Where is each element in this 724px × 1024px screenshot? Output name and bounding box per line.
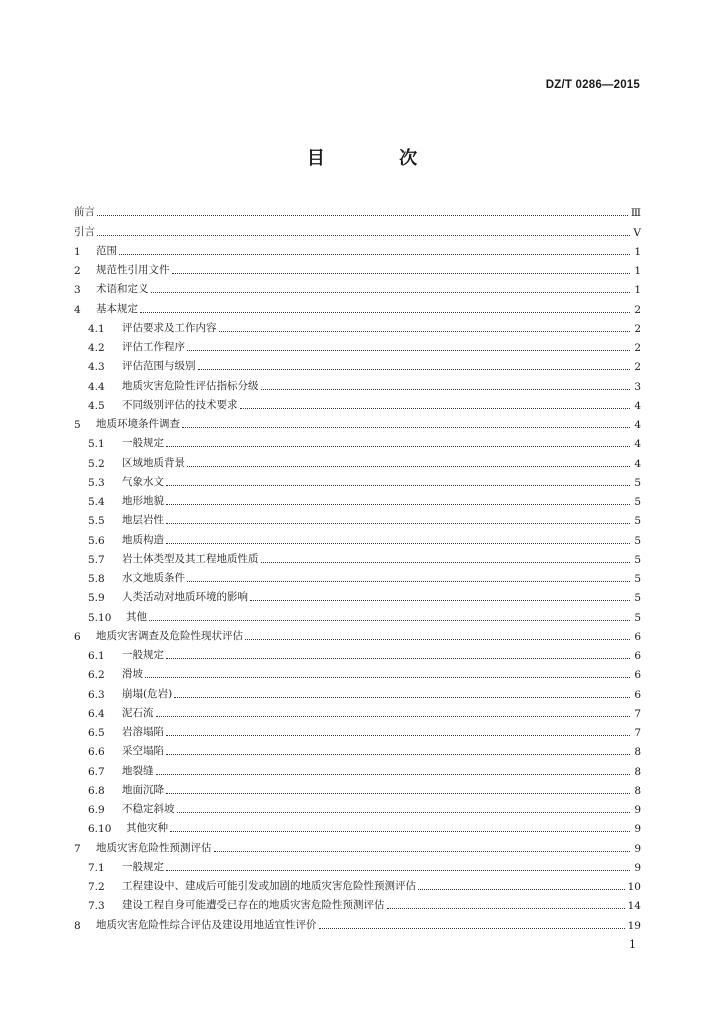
toc-entry[interactable] — [74, 277, 641, 296]
toc-entry-title: 地层岩性 — [122, 514, 164, 527]
toc-entry-page: 5 — [634, 515, 641, 528]
toc-entry-title: 区域地质背景 — [122, 456, 185, 469]
toc-entry-number: 5.3 — [88, 476, 105, 489]
toc-entry[interactable] — [74, 431, 641, 450]
toc-entry[interactable] — [74, 450, 641, 469]
toc-entry-page: 2 — [634, 303, 641, 316]
toc-entry-page: 3 — [634, 380, 641, 393]
toc-entry-page: 8 — [634, 746, 641, 759]
toc-entry[interactable] — [74, 797, 641, 816]
toc-entry-page: 5 — [634, 534, 641, 547]
toc-entry-title: 岩土体类型及其工程地质性质 — [122, 552, 259, 565]
toc-entry-number: 6.4 — [88, 707, 105, 720]
toc-entry[interactable] — [74, 239, 641, 258]
toc-entry-title: 一般规定 — [122, 860, 164, 873]
toc-entry-title: 采空塌陷 — [122, 745, 164, 758]
toc-entry-title: 地质灾害调查及危险性现状评估 — [96, 629, 243, 642]
toc-leader-dots — [156, 773, 631, 775]
toc-entry-number: 6 — [74, 630, 81, 643]
toc-leader-dots — [166, 484, 630, 486]
toc-entry[interactable] — [74, 373, 641, 392]
toc-entry-number: 7.3 — [88, 900, 105, 913]
toc-entry[interactable] — [74, 258, 641, 277]
toc-entry-number: 6.8 — [88, 784, 105, 797]
toc-entry-number: 4.5 — [88, 399, 105, 412]
toc-entry[interactable] — [74, 354, 641, 373]
toc-leader-dots — [250, 599, 630, 601]
toc-entry[interactable] — [74, 893, 641, 912]
toc-leader-dots — [156, 715, 631, 717]
toc-entry-title: 地形地貌 — [122, 495, 164, 507]
toc-entry-number: 4 — [74, 303, 81, 316]
toc-entry-page: 6 — [634, 688, 641, 701]
toc-leader-dots — [177, 811, 631, 813]
toc-entry-title: 地裂缝 — [122, 764, 154, 777]
toc-entry-number: 5.4 — [88, 496, 105, 508]
toc-entry-title: 地质灾害危险性综合评估及建设用地适宜性评价 — [96, 918, 317, 931]
toc-entry[interactable] — [74, 489, 641, 508]
toc-leader-dots — [151, 291, 631, 293]
toc-leader-dots — [166, 522, 630, 524]
toc-entry-page: 6 — [634, 630, 641, 643]
toc-leader-dots — [97, 234, 630, 236]
toc-leader-dots — [187, 349, 630, 351]
toc-leader-dots — [245, 638, 630, 640]
toc-entry-number: 6.3 — [88, 688, 105, 701]
toc-leader-dots — [166, 869, 630, 871]
toc-heading: 目 次 — [306, 148, 452, 169]
toc-entry-title: 工程建设中、建成后可能引发或加剧的地质灾害危险性预测评估 — [122, 880, 416, 892]
toc-leader-dots — [418, 888, 625, 890]
toc-entry-number: 1 — [74, 245, 81, 258]
toc-leader-dots — [166, 657, 630, 659]
toc-entry-page: 7 — [634, 727, 641, 739]
page-number: 1 — [629, 938, 636, 951]
toc-entry[interactable] — [74, 681, 641, 700]
toc-entry-number: 7.2 — [88, 881, 105, 893]
toc-entry-page: Ⅲ — [630, 207, 641, 220]
toc-entry-number: 4.3 — [88, 361, 105, 374]
toc-entry-title: 评估工作程序 — [122, 341, 185, 353]
toc-entry-number: 4.1 — [88, 322, 105, 335]
toc-entry-title: 规范性引用文件 — [96, 264, 170, 276]
toc-entry-page: 5 — [634, 553, 641, 566]
toc-entry[interactable] — [74, 855, 641, 874]
toc-entry[interactable] — [74, 835, 641, 854]
toc-entry-page: 1 — [634, 245, 641, 258]
toc-leader-dots — [198, 368, 631, 370]
toc-leader-dots — [166, 503, 630, 505]
toc-entry[interactable] — [74, 296, 641, 315]
toc-entry[interactable] — [74, 624, 641, 643]
toc-entry-title: 前言 — [74, 206, 95, 219]
toc-entry-number: 4.4 — [88, 380, 105, 393]
toc-leader-dots — [261, 561, 631, 563]
toc-entry-page: 9 — [634, 823, 641, 836]
toc-leader-dots — [140, 311, 630, 313]
toc-entry-number: 5.2 — [88, 457, 105, 470]
toc-entry[interactable] — [74, 643, 641, 662]
toc-leader-dots — [187, 465, 630, 467]
toc-leader-dots — [214, 850, 631, 852]
toc-entry-page: 6 — [634, 650, 641, 662]
toc-entry[interactable] — [74, 316, 641, 335]
toc-leader-dots — [174, 696, 630, 698]
toc-entry-number: 7 — [74, 842, 81, 855]
toc-entry-page: 5 — [634, 573, 641, 585]
toc-entry[interactable] — [74, 566, 641, 585]
toc-entry[interactable] — [74, 335, 641, 354]
toc-entry-number: 5.6 — [88, 534, 105, 547]
toc-entry[interactable] — [74, 701, 641, 720]
toc-entry[interactable] — [74, 200, 641, 219]
toc-entry-number: 4.2 — [88, 342, 105, 354]
toc-entry-number: 2 — [74, 265, 81, 277]
toc-entry-page: Ⅴ — [633, 226, 641, 239]
toc-entry-title: 地质环境条件调查 — [96, 418, 180, 430]
toc-entry-title: 水文地质条件 — [122, 572, 185, 584]
toc-entry[interactable] — [74, 470, 641, 489]
toc-entry-title: 地质灾害危险性评估指标分级 — [122, 379, 259, 392]
toc-entry-title: 一般规定 — [122, 649, 164, 661]
toc-entry-page: 5 — [634, 496, 641, 508]
toc-entry-title: 地质构造 — [122, 533, 164, 546]
toc-entry-title: 人类活动对地质环境的影响 — [122, 591, 248, 604]
toc-entry-number: 3 — [74, 284, 81, 297]
toc-entry[interactable] — [74, 720, 641, 739]
toc-entry-title: 范围 — [96, 244, 117, 257]
toc-leader-dots — [149, 619, 630, 621]
toc-entry-title: 岩溶塌陷 — [122, 726, 164, 738]
toc-leader-dots — [187, 580, 630, 582]
toc-entry-title: 不同级别评估的技术要求 — [122, 398, 238, 411]
toc-entry-number: 5 — [74, 419, 81, 431]
toc-entry[interactable] — [74, 585, 641, 604]
toc-entry-number: 5.10 — [88, 611, 112, 624]
toc-leader-dots — [97, 214, 628, 216]
toc-entry-title: 引言 — [74, 225, 95, 238]
toc-leader-dots — [166, 542, 630, 544]
toc-entry-title: 其他 — [126, 610, 147, 623]
toc-entry-title: 地面沉降 — [122, 783, 164, 796]
toc-entry-title: 崩塌(危岩) — [122, 687, 173, 700]
toc-leader-dots — [166, 445, 630, 447]
toc-entry-page: 2 — [634, 361, 641, 374]
toc-leader-dots — [172, 272, 631, 274]
toc-entry-page: 8 — [634, 765, 641, 778]
toc-entry[interactable] — [74, 412, 641, 431]
toc-entry[interactable] — [74, 547, 641, 566]
toc-entry-number: 6.2 — [88, 669, 105, 682]
toc-entry-title: 术语和定义 — [96, 283, 149, 296]
toc-entry-page: 9 — [634, 861, 641, 874]
toc-entry-number: 6.9 — [88, 804, 105, 816]
toc-leader-dots — [166, 734, 630, 736]
toc-entry-page: 4 — [634, 457, 641, 470]
toc-entry-page: 1 — [634, 284, 641, 297]
toc-entry[interactable] — [74, 874, 641, 893]
toc-entry-page: 10 — [627, 881, 641, 893]
toc-entry[interactable] — [74, 739, 641, 758]
toc-entry[interactable] — [74, 604, 641, 623]
toc-leader-dots — [319, 927, 625, 929]
toc-entry[interactable] — [74, 393, 641, 412]
toc-leader-dots — [119, 253, 630, 255]
toc-entry-number: 5.8 — [88, 573, 105, 585]
toc-entry-page: 1 — [634, 265, 641, 277]
toc-entry-number: 6.10 — [88, 823, 112, 836]
toc-entry-number: 5.5 — [88, 515, 105, 528]
toc-entry-title: 评估要求及工作内容 — [122, 321, 217, 334]
toc-entry-number: 5.1 — [88, 438, 105, 451]
toc-entry[interactable] — [74, 527, 641, 546]
toc-entry-page: 9 — [634, 804, 641, 816]
document-code: DZ/T 0286—2015 — [545, 79, 640, 91]
toc-entry-page: 7 — [634, 707, 641, 720]
toc-entry[interactable] — [74, 219, 641, 238]
toc-entry-page: 2 — [634, 322, 641, 335]
toc-entry-number: 5.9 — [88, 592, 105, 605]
toc-leader-dots — [170, 830, 630, 832]
table-of-contents — [74, 200, 641, 932]
toc-entry-page: 4 — [634, 419, 641, 431]
toc-entry-title: 不稳定斜坡 — [122, 803, 175, 815]
toc-entry-title: 气象水文 — [122, 475, 164, 488]
toc-leader-dots — [387, 907, 625, 909]
toc-entry-number: 6.7 — [88, 765, 105, 778]
toc-entry-page: 5 — [634, 592, 641, 605]
toc-entry[interactable] — [74, 912, 641, 931]
toc-entry-page: 8 — [634, 784, 641, 797]
toc-leader-dots — [166, 792, 630, 794]
toc-entry-page: 5 — [634, 611, 641, 624]
toc-entry-title: 评估范围与级别 — [122, 360, 196, 373]
toc-entry-page: 4 — [634, 438, 641, 451]
toc-entry-page: 6 — [634, 669, 641, 682]
toc-entry-title: 一般规定 — [122, 437, 164, 450]
toc-entry-number: 6.5 — [88, 727, 105, 739]
toc-entry-number: 5.7 — [88, 553, 105, 566]
toc-entry[interactable] — [74, 508, 641, 527]
toc-entry-page: 9 — [634, 842, 641, 855]
toc-entry[interactable] — [74, 816, 641, 835]
toc-entry-page: 5 — [634, 476, 641, 489]
toc-entry-title: 滑坡 — [122, 668, 143, 681]
toc-entry-title: 建设工程自身可能遭受已存在的地质灾害危险性预测评估 — [122, 899, 385, 912]
toc-leader-dots — [261, 388, 631, 390]
toc-leader-dots — [145, 676, 630, 678]
toc-entry-number: 6.1 — [88, 650, 105, 662]
toc-leader-dots — [182, 426, 630, 428]
toc-entry[interactable] — [74, 758, 641, 777]
toc-leader-dots — [240, 407, 631, 409]
toc-entry-title: 泥石流 — [122, 706, 154, 719]
toc-entry-number: 6.6 — [88, 746, 105, 759]
toc-leader-dots — [219, 330, 631, 332]
toc-entry[interactable] — [74, 778, 641, 797]
toc-leader-dots — [166, 753, 630, 755]
toc-entry-number: 7.1 — [88, 861, 105, 874]
toc-entry[interactable] — [74, 662, 641, 681]
toc-entry-page: 14 — [627, 900, 641, 913]
toc-entry-title: 其他灾种 — [126, 822, 168, 835]
toc-entry-page: 2 — [634, 342, 641, 354]
toc-entry-title: 基本规定 — [96, 302, 138, 315]
toc-entry-page: 19 — [627, 919, 641, 932]
toc-entry-title: 地质灾害危险性预测评估 — [96, 841, 212, 854]
toc-entry-page: 4 — [634, 399, 641, 412]
toc-entry-number: 8 — [74, 919, 81, 932]
